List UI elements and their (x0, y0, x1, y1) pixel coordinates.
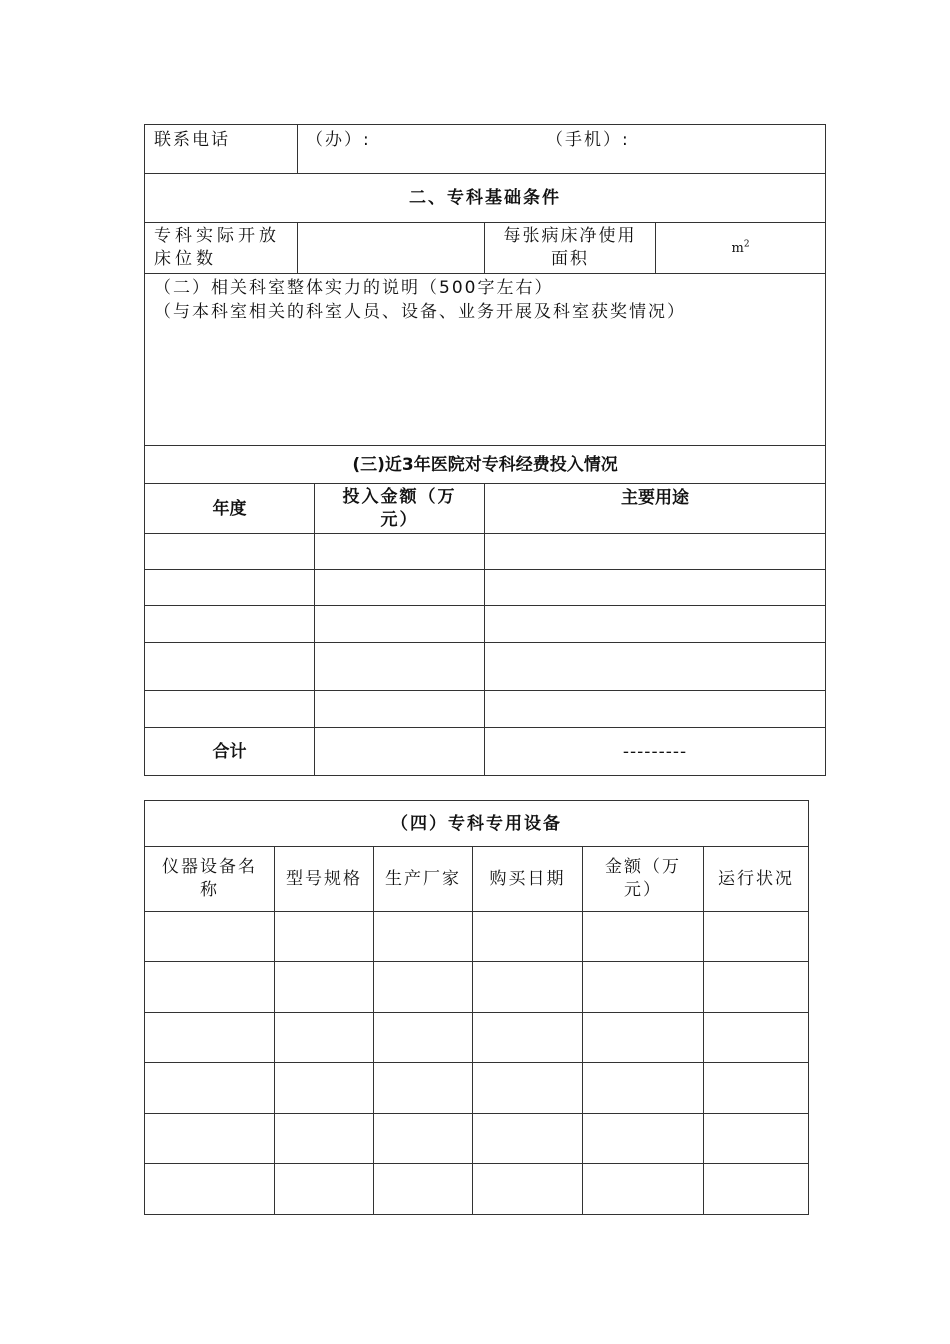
funding-year-cell[interactable] (145, 570, 315, 606)
equipment-model-cell[interactable] (275, 912, 374, 962)
equipment-amount-cell[interactable] (583, 1114, 704, 1164)
equipment-model-cell[interactable] (275, 1114, 374, 1164)
equipment-amount-cell[interactable] (583, 1063, 704, 1114)
equipment-title-row (145, 801, 809, 847)
equipment-status-cell[interactable] (704, 1063, 809, 1114)
funding-row (145, 643, 826, 691)
funding-amount-cell[interactable] (315, 534, 485, 570)
mobile-phone-label: （手机）: (546, 130, 630, 150)
equipment-model-cell[interactable] (275, 962, 374, 1013)
equipment-header-date: 购买日期 (473, 847, 583, 912)
equipment-date-cell[interactable] (473, 1114, 583, 1164)
section2-title: 二、专科基础条件 (145, 174, 826, 223)
funding-amount-cell[interactable] (315, 570, 485, 606)
equipment-amount-cell[interactable] (583, 962, 704, 1013)
equipment-model-cell[interactable] (275, 1013, 374, 1063)
equipment-name-cell[interactable] (145, 962, 275, 1013)
equipment-status-cell[interactable] (704, 1164, 809, 1215)
funding-row (145, 606, 826, 643)
equipment-date-cell[interactable] (473, 962, 583, 1013)
equipment-maker-cell[interactable] (374, 1164, 473, 1215)
equipment-title: （四）专科专用设备 (145, 801, 809, 847)
equipment-name-cell[interactable] (145, 1013, 275, 1063)
equipment-row (145, 1063, 809, 1114)
equipment-amount-cell[interactable] (583, 912, 704, 962)
funding-total-row (145, 728, 826, 776)
equipment-header-name: 仪器设备名称 (145, 847, 275, 912)
area-value-cell[interactable] (656, 223, 826, 274)
funding-amount-cell[interactable] (315, 643, 485, 691)
office-phone-label: （办）: (306, 130, 371, 150)
equipment-table (144, 800, 809, 1215)
equipment-model-cell[interactable] (275, 1164, 374, 1215)
equipment-row (145, 1013, 809, 1063)
area-label: 每张病床净使用面积 (485, 223, 656, 274)
equipment-maker-cell[interactable] (374, 1114, 473, 1164)
equipment-amount-cell[interactable] (583, 1164, 704, 1215)
equipment-date-cell[interactable] (473, 1063, 583, 1114)
equipment-name-cell[interactable] (145, 912, 275, 962)
funding-year-cell[interactable] (145, 643, 315, 691)
equipment-header-status: 运行状况 (704, 847, 809, 912)
equipment-model-cell[interactable] (275, 1063, 374, 1114)
beds-row (145, 223, 826, 274)
equipment-row (145, 1114, 809, 1164)
equipment-date-cell[interactable] (473, 1164, 583, 1215)
funding-total-usage: --------- (485, 728, 826, 776)
equipment-maker-cell[interactable] (374, 912, 473, 962)
funding-row (145, 691, 826, 728)
funding-total-label: 合计 (145, 728, 315, 776)
equipment-name-cell[interactable] (145, 1063, 275, 1114)
equipment-date-cell[interactable] (473, 1013, 583, 1063)
equipment-header-amount: 金额（万元） (583, 847, 704, 912)
funding-row (145, 534, 826, 570)
funding-year-cell[interactable] (145, 691, 315, 728)
equipment-header-maker: 生产厂家 (374, 847, 473, 912)
contact-row (145, 125, 826, 174)
equipment-status-cell[interactable] (704, 912, 809, 962)
specialty-application-table (144, 124, 826, 776)
equipment-row (145, 912, 809, 962)
funding-total-amount[interactable] (315, 728, 485, 776)
equipment-name-cell[interactable] (145, 1164, 275, 1215)
section2-title-row (145, 174, 826, 223)
funding-header-amount: 投入金额（万元） (315, 484, 485, 534)
area-unit: $m^2$ (731, 239, 750, 256)
equipment-name-cell[interactable] (145, 1114, 275, 1164)
equipment-date-cell[interactable] (473, 912, 583, 962)
equipment-maker-cell[interactable] (374, 1013, 473, 1063)
equipment-header-model: 型号规格 (275, 847, 374, 912)
funding-row (145, 570, 826, 606)
funding-usage-cell[interactable] (485, 643, 826, 691)
funding-usage-cell[interactable] (485, 570, 826, 606)
equipment-header-row (145, 847, 809, 912)
equipment-status-cell[interactable] (704, 1013, 809, 1063)
funding-amount-cell[interactable] (315, 606, 485, 643)
equipment-maker-cell[interactable] (374, 962, 473, 1013)
funding-title-row (145, 446, 826, 484)
equipment-maker-cell[interactable] (374, 1063, 473, 1114)
equipment-row (145, 1164, 809, 1215)
contact-label: 联系电话 (145, 125, 298, 174)
strength-row (145, 274, 826, 446)
funding-header-usage: 主要用途 (485, 484, 826, 534)
funding-header-year: 年度 (145, 484, 315, 534)
equipment-amount-cell[interactable] (583, 1013, 704, 1063)
equipment-status-cell[interactable] (704, 1114, 809, 1164)
equipment-status-cell[interactable] (704, 962, 809, 1013)
funding-usage-cell[interactable] (485, 606, 826, 643)
strength-heading: （二）相关科室整体实力的说明（500字左右） (154, 278, 554, 298)
funding-year-cell[interactable] (145, 534, 315, 570)
beds-label: 专科实际开放床位数 (145, 223, 298, 274)
strength-note: （与本科室相关的科室人员、设备、业务开展及科室获奖情况） (154, 302, 686, 322)
funding-header-row (145, 484, 826, 534)
contact-phone-cell[interactable] (298, 125, 826, 174)
funding-amount-cell[interactable] (315, 691, 485, 728)
funding-usage-cell[interactable] (485, 534, 826, 570)
beds-value[interactable] (298, 223, 485, 274)
funding-title: (三)近3年医院对专科经费投入情况 (145, 446, 826, 484)
strength-cell[interactable] (145, 274, 826, 446)
equipment-row (145, 962, 809, 1013)
funding-year-cell[interactable] (145, 606, 315, 643)
funding-usage-cell[interactable] (485, 691, 826, 728)
